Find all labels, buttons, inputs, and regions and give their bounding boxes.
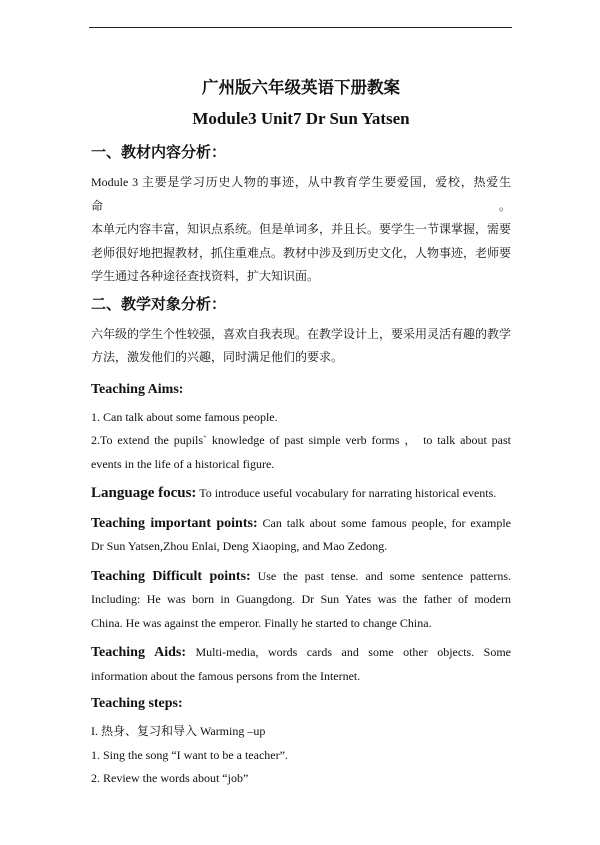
language-focus-label: Language focus: — [91, 485, 197, 501]
paragraph-line: 本单元内容丰富，知识点系统。但是单词多，并且长。要学生一节课掌握，需要 — [91, 222, 512, 236]
teaching-steps-heading: Teaching steps: — [91, 696, 183, 711]
paragraph-line: 方法，激发他们的兴趣，同时满足他们的要求。 — [91, 350, 344, 364]
difficult-points — [91, 565, 511, 589]
step-item: 1. Sing the song “I want to be a teacher”. — [91, 747, 288, 762]
paragraph-line: 老师很好地把握教材，抓住重难点。教材中涉及到历史文化，人物事迹，老师要 — [91, 245, 512, 260]
section-heading-students: 二、教学对象分析： — [91, 296, 227, 313]
important-points-text: Can talk about some famous people, for example — [257, 515, 512, 530]
section-heading-materials: 一、教材内容分析： — [91, 145, 227, 161]
difficult-points-label: Teaching Difficult points: — [91, 568, 251, 584]
paragraph-line: Module 3 主要是学习历史人物的事迹，从中教育学生要爱国，爱校，热爱生命。 — [91, 175, 511, 213]
language-focus-text: To introduce useful vocabulary for narrating historical events. — [196, 486, 497, 500]
important-points — [91, 512, 511, 536]
aim-item-continued: events in the life of a historical figure. — [91, 456, 275, 471]
aim-item: 1. Can talk about some famous people. — [91, 409, 278, 424]
step-item: 2. Review the words about “job” — [91, 771, 249, 785]
document-body — [91, 78, 511, 791]
document-subtitle: Module3 Unit7 Dr Sun Yatsen — [192, 109, 410, 128]
step-item: I. 热身、复习和导入 Warming –up — [91, 724, 266, 738]
important-points-label: Teaching important points: — [91, 515, 258, 531]
difficult-points-continued: China. He was against the emperor. Finally he started to change China. — [91, 615, 432, 630]
teaching-aids-text: Multi-media, words cards and some other objects. Some — [186, 645, 511, 659]
teaching-aids-label: Teaching Aids: — [91, 645, 187, 660]
teaching-aids — [91, 641, 511, 665]
aim-item: 2.To extend the pupils` knowledge of past simple verb forms ， to talk about past — [91, 433, 511, 447]
paragraph-line: 六年级的学生个性较强，喜欢自我表现。在教学设计上，要采用灵活有趣的教学 — [91, 326, 512, 341]
teaching-aims-heading: Teaching Aims: — [91, 381, 184, 397]
document-title: 广州版六年级英语下册教案 — [202, 78, 400, 97]
header-rule — [89, 27, 512, 28]
language-focus — [91, 482, 511, 506]
important-points-continued: Dr Sun Yatsen,Zhou Enlai, Deng Xiaoping, and Mao Zedong. — [91, 539, 388, 553]
paragraph-line: 学生通过各种途径查找资料，扩大知识面。 — [91, 269, 320, 283]
difficult-points-continued: Including: He was born in Guangdong. Dr Sun Yates was the father of modern — [91, 592, 511, 606]
teaching-aids-continued: information about the famous persons from the Internet. — [91, 668, 361, 683]
difficult-points-text: Use the past tense. and some sentence patterns. — [250, 568, 511, 583]
